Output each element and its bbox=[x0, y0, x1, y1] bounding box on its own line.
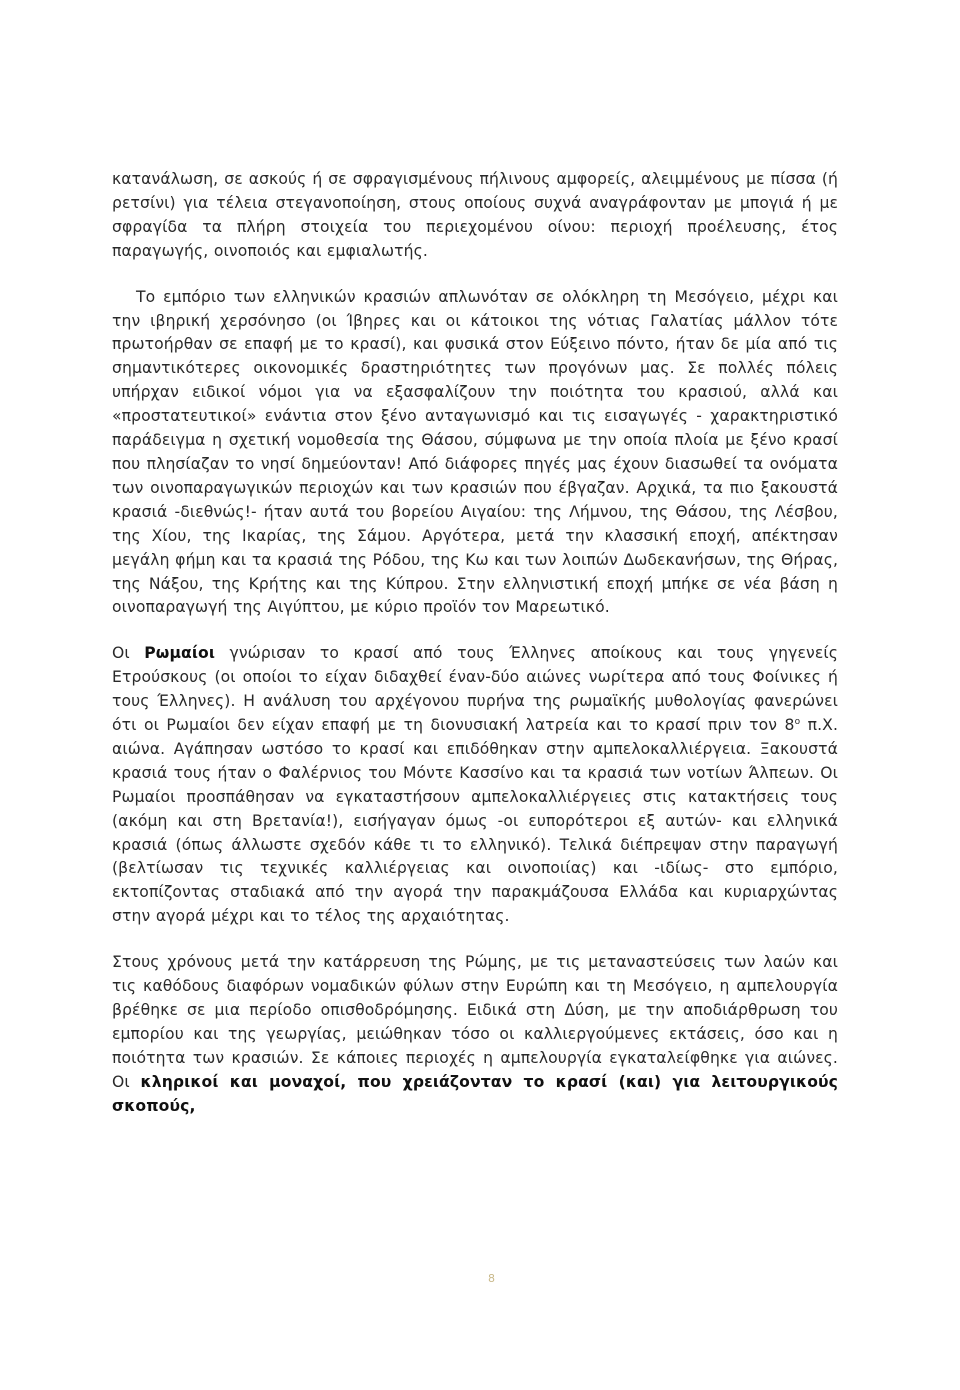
page-number: 8 bbox=[488, 1272, 495, 1285]
bold-phrase-clergy: κληρικοί και μοναχοί, που χρειάζονταν το κρασί (και) για λειτουργικούς σκοπούς, bbox=[112, 1072, 838, 1115]
paragraph-4 bbox=[112, 951, 838, 1118]
paragraph-text: π.Χ. αιώνα. Αγάπησαν ωστόσο το κρασί και επιδόθηκαν στην αμπελοκαλλιέργεια. Ξακουστά κρασιά τους ήταν ο Φαλέρνιος του Μόντε Κασσίνο και τα κρασιά των νοτίων Άλπεων. Οι Ρωμαίοι προσπάθησαν να εγκαταστήσουν αμπελοκαλλιέργειες στις κατακτήσεις τους (ακόμη και στη Βρετανία!), εισήγαγαν όμως -οι ευπορότεροι εξ αυτών- και ελληνικά κρασιά (όπως άλλωστε σχεδόν κάθε τι το ελληνικό). Τελικά διέπρεψαν στην παραγωγή (βελτίωσαν τις τεχνικές καλλιέργειας και οινοποιίας) και -ιδίως- στο εμπόριο, εκτοπίζοντας σταδιακά από την αγορά την παρακμάζουσα Ελλάδα και κυριαρχώντας στην αγορά μέχρι και το τέλος της αρχαιότητας. bbox=[112, 716, 839, 926]
paragraph-3 bbox=[112, 642, 838, 929]
document-page bbox=[112, 168, 838, 1119]
bold-term-romans: Ρωμαίοι bbox=[144, 644, 216, 663]
paragraph-text: Στους χρόνους μετά την κατάρρευση της Ρώμης, με τις μεταναστεύσεις των λαών και τις καθόδους διαφόρων νομαδικών φύλων στην Ευρώπη και τη Μεσόγειο, η αμπελουργία βρέθηκε σε μια περίοδο οπισθοδρόμησης. Ειδικά στη Δύση, με την αποδιάρθρωση του εμπορίου και της γεωργίας, μειώθηκαν τόσο οι καλλιεργούμενες εκτάσεις, όσο και η ποιότητα των κρασιών. Σε κάποιες περιοχές η αμπελουργία εγκαταλείφθηκε για αιώνες. Οι bbox=[112, 953, 838, 1091]
paragraph-text: Οι bbox=[112, 644, 145, 663]
ordinal-superscript: ο bbox=[794, 716, 801, 727]
paragraph-text: κατανάλωση, σε ασκούς ή σε σφραγισμένους πήλινους αμφορείς, αλειμμένους με πίσσα (ή ρετσίνι) για τέλεια στεγανοποίηση, στους οποίους συχνά αναγράφονταν με μπογιά ή με σφραγίδα τα πλήρη στοιχεία του περιεχομένου οίνου: περιοχή προέλευσης, έτος παραγωγής, οινοποιός και εμφιαλωτής. bbox=[112, 170, 838, 260]
paragraph-1 bbox=[112, 168, 838, 264]
paragraph-text: γνώρισαν το κρασί από τους Έλληνες αποίκους και τους γηγενείς Ετρούσκους (οι οποίοι το είχαν διδαχθεί έναν-δύο αιώνες νωρίτερα από τους Φοίνικες ή τους Έλληνες). Η ανάλυση του αρχέγονου πυρήνα της ρωμαϊκής μυθολογίας φανερώνει ότι οι Ρωμαίοι δεν είχαν επαφή με τη διονυσιακή λατρεία και το κρασί πριν τον 8 bbox=[112, 644, 838, 735]
paragraph-2 bbox=[112, 286, 838, 621]
paragraph-text: Το εμπόριο των ελληνικών κρασιών απλωνόταν σε ολόκληρη τη Μεσόγειο, μέχρι και την ιβηρική χερσόνησο (οι Ίβηρες και οι κάτοικοι της νότιας Γαλατίας μάλλον τότε πρωτοήρθαν σε επαφή με το κρασί), και φυσικά στον Εύξεινο πόντο, ήταν δε μία από τις σημαντικότερες οικονομικές δραστηριότητες των προγόνων μας. Σε πολλές πόλεις υπήρχαν ειδικοί νόμοι για να εξασφαλίζουν την ποιότητα του κρασιού, αλλά και «προστατευτικοί» ενάντια στον ξένο ανταγωνισμό και τις εισαγωγές - χαρακτηριστικό παράδειγμα η σχετική νομοθεσία της Θάσου, σύμφωνα με την οποία πλοία με ξένο κρασί που πλησίαζαν το νησί δημεύονταν! Από διάφορες πηγές μας έχουν διασωθεί τα ονόματα των οινοπαραγωγικών περιοχών και των κρασιών που έβγαζαν. Αρχικά, τα πιο ξακουστά κρασιά -διεθνώς!- ήταν αυτά του βορείου Αιγαίου: της Λήμνου, της Θάσου, της Λέσβου, της Χίου, της Ικαρίας, της Σάμου. Αργότερα, μετά την κλασσική εποχή, απέκτησαν μεγάλη φήμη και τα κρασιά της Ρόδου, της Κω και των λοιπών Δωδεκανήσων, της Θήρας, της Νάξου, της Κρήτης και της Κύπρου. Στην ελληνιστική εποχή μπήκε σε νέα βάση η οινοπαραγωγή της Αιγύπτου, με κύριο προϊόν τον Μαρεωτικό. bbox=[112, 287, 838, 617]
